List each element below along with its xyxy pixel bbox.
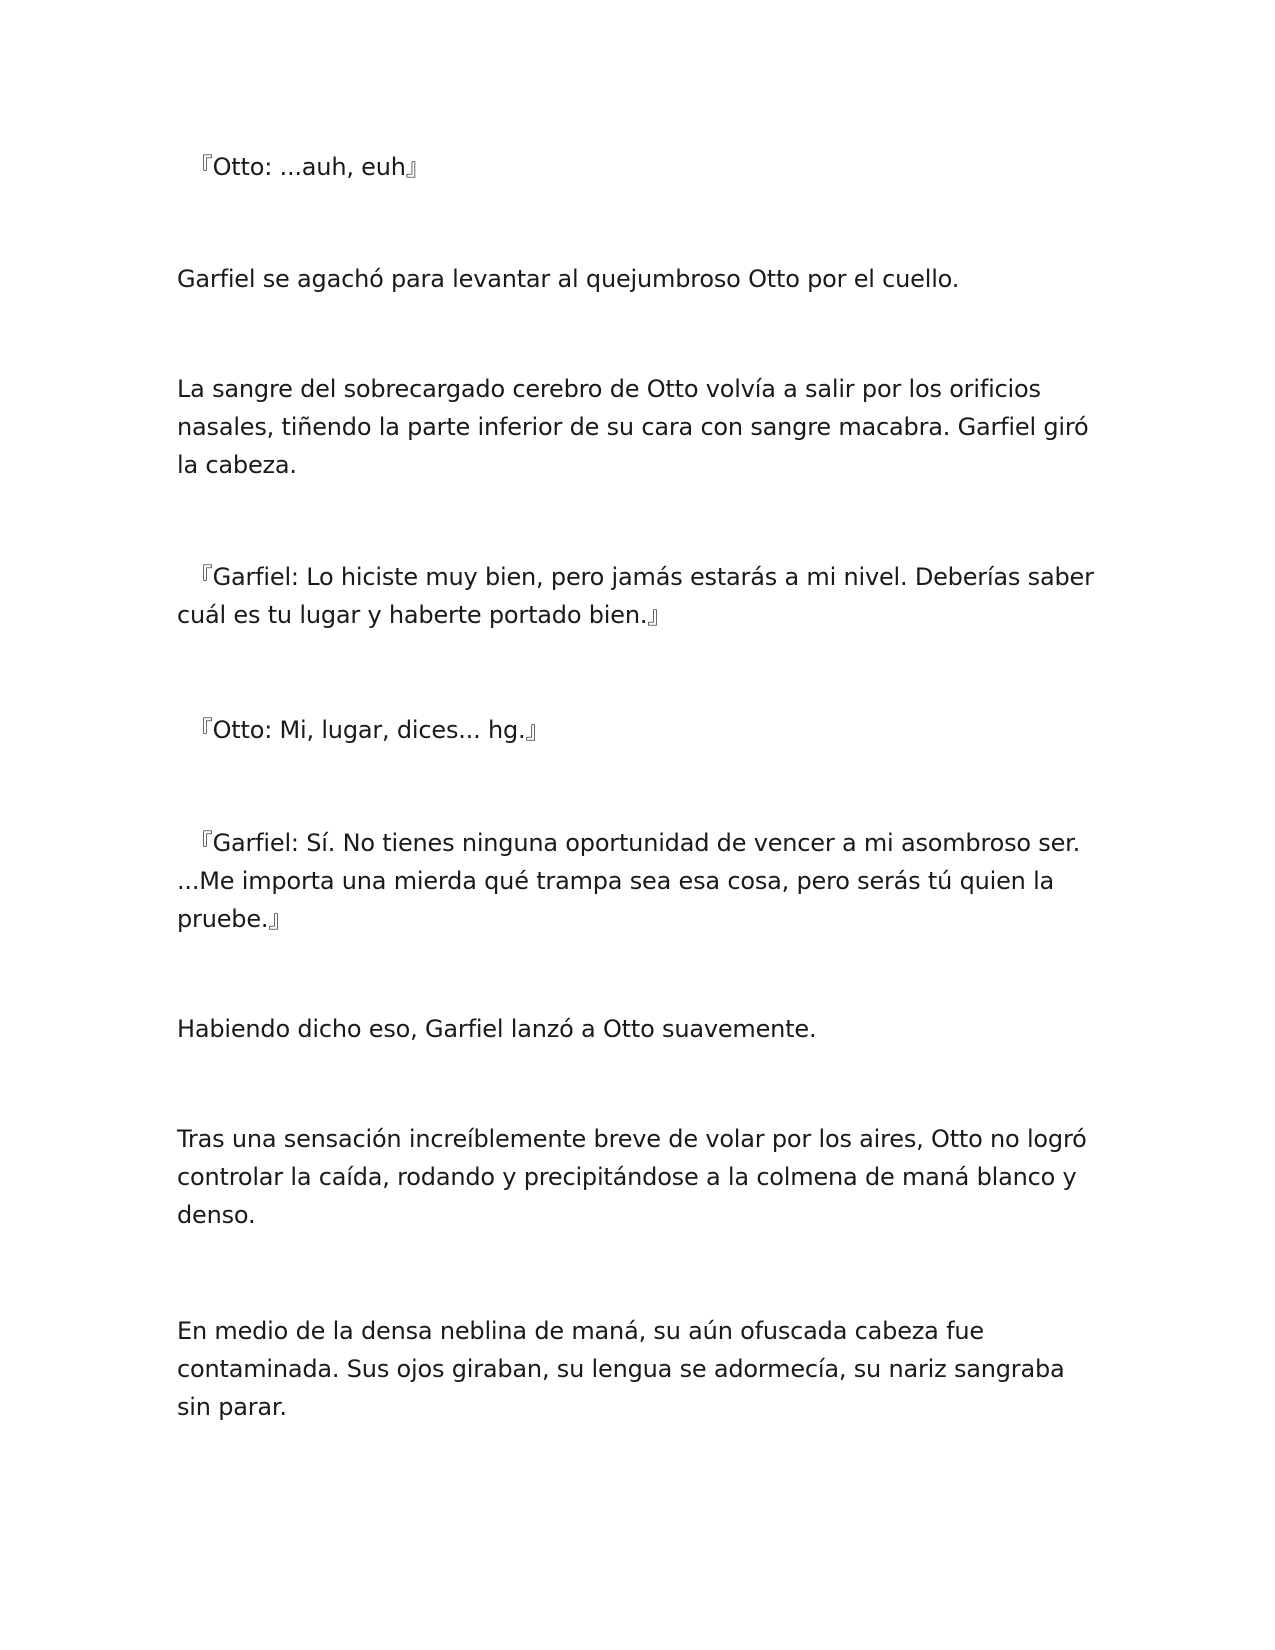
dialogue-garfiel: 『Garfiel: Sí. No tienes ninguna oportunidad de vencer a mi asombroso ser. ...Me importa una mierda qué trampa sea esa cosa, pero serás tú quien la pruebe.』: [177, 829, 1081, 933]
narration-paragraph: Garfiel se agachó para levantar al quejumbroso Otto por el cuello.: [177, 265, 960, 293]
narration-paragraph: La sangre del sobrecargado cerebro de Otto volvía a salir por los orificios nasales, tiñendo la parte inferior de su cara con sangre macabra. Garfiel giró la cabeza.: [177, 375, 1089, 479]
dialogue-otto: 『Otto: Mi, lugar, dices... hg.』: [177, 716, 550, 744]
dialogue-otto-groan: 『Otto: ...auh, euh』: [177, 153, 430, 181]
narration-paragraph: En medio de la densa neblina de maná, su aún ofuscada cabeza fue contaminada. Sus ojos giraban, su lengua se adormecía, su nariz sangraba sin parar.: [177, 1317, 1065, 1421]
dialogue-garfiel: 『Garfiel: Lo hiciste muy bien, pero jamás estarás a mi nivel. Deberías saber cuál es tu lugar y haberte portado bien.』: [177, 563, 1094, 629]
narration-paragraph: Tras una sensación increíblemente breve de volar por los aires, Otto no logró controlar la caída, rodando y precipitándose a la colmena de maná blanco y denso.: [177, 1125, 1087, 1229]
narration-paragraph: Habiendo dicho eso, Garfiel lanzó a Otto suavemente.: [177, 1015, 817, 1043]
